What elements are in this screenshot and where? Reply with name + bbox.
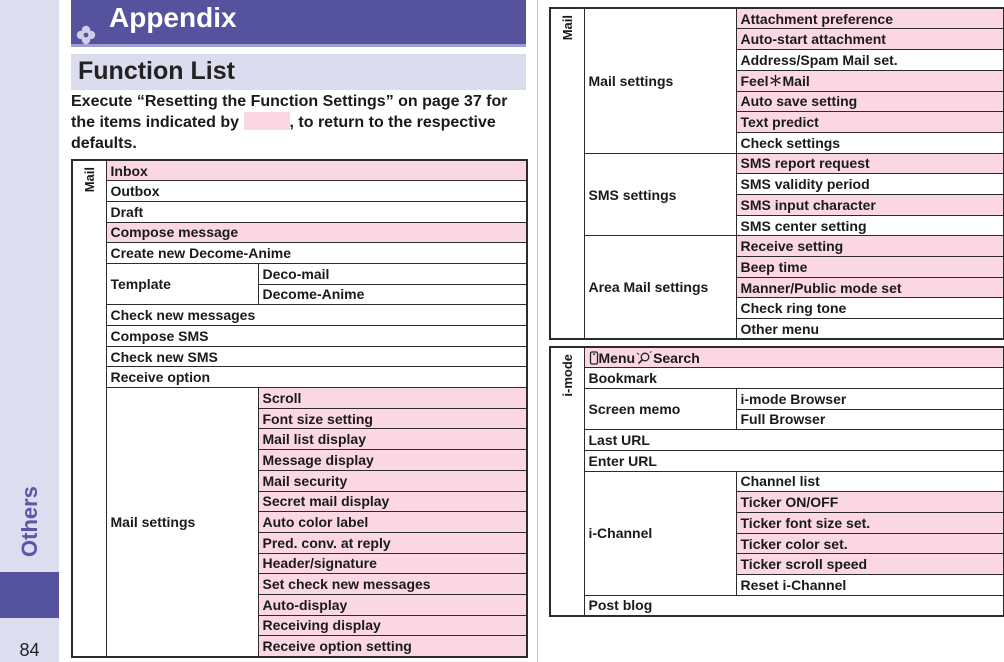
table-row bbox=[72, 160, 527, 181]
item-channel-list: Channel list bbox=[736, 471, 1004, 492]
item-post-blog: Post blog bbox=[584, 595, 1004, 616]
table-row bbox=[72, 305, 527, 326]
item-receiving-display: Receiving display bbox=[258, 615, 527, 636]
item-manner-public-mode-set: Manner/Public mode set bbox=[736, 277, 1004, 298]
section-label-imode: i-mode bbox=[550, 347, 584, 616]
table-row bbox=[72, 263, 527, 284]
item-receive-option-setting: Receive option setting bbox=[258, 636, 527, 657]
group-screen-memo: Screen memo bbox=[584, 388, 736, 429]
imode-function-table bbox=[549, 346, 1004, 617]
table-row bbox=[72, 181, 527, 202]
group-template: Template bbox=[106, 263, 258, 304]
function-list-title: Function List bbox=[78, 57, 235, 85]
mail-function-table-right bbox=[549, 7, 1004, 340]
table-row bbox=[550, 430, 1004, 451]
group-mail-settings: Mail settings bbox=[584, 8, 736, 153]
table-row bbox=[550, 388, 1004, 409]
item-beep-time: Beep time bbox=[736, 257, 1004, 278]
table-row bbox=[550, 153, 1004, 174]
item-check-ring-tone: Check ring tone bbox=[736, 298, 1004, 319]
table-row bbox=[72, 367, 527, 388]
flower-icon bbox=[75, 24, 97, 46]
item-auto-display: Auto-display bbox=[258, 594, 527, 615]
intro-part-2: , to return to the respective defaults. bbox=[71, 114, 496, 152]
item-check-new-messages: Check new messages bbox=[106, 305, 527, 326]
item-text-predict: Text predict bbox=[736, 112, 1004, 133]
table-row bbox=[72, 243, 527, 264]
item-last-url: Last URL bbox=[584, 430, 1004, 451]
item-check-settings: Check settings bbox=[736, 132, 1004, 153]
group-sms-settings: SMS settings bbox=[584, 153, 736, 236]
item-compose-message: Compose message bbox=[106, 222, 527, 243]
item-full-browser: Full Browser bbox=[736, 409, 1004, 430]
item-menu-search: Menu Search bbox=[584, 347, 1004, 368]
item-pred-conv-at-reply: Pred. conv. at reply bbox=[258, 532, 527, 553]
item-auto-color-label: Auto color label bbox=[258, 512, 527, 533]
item-receive-option: Receive option bbox=[106, 367, 527, 388]
item-scroll: Scroll bbox=[258, 388, 527, 409]
group-mail-settings: Mail settings bbox=[106, 388, 258, 657]
table-row bbox=[550, 368, 1004, 389]
table-row bbox=[550, 347, 1004, 368]
table-row bbox=[72, 201, 527, 222]
table-row bbox=[550, 595, 1004, 616]
item-auto-save-setting: Auto save setting bbox=[736, 91, 1004, 112]
item-compose-sms: Compose SMS bbox=[106, 326, 527, 347]
group-ichannel: i-Channel bbox=[584, 471, 736, 595]
sidebar-strip bbox=[0, 0, 59, 662]
table-row bbox=[550, 471, 1004, 492]
table-row bbox=[72, 388, 527, 409]
item-receive-setting: Receive setting bbox=[736, 236, 1004, 257]
function-list-header bbox=[71, 54, 526, 90]
item-message-display: Message display bbox=[258, 450, 527, 471]
item-inbox: Inbox bbox=[106, 160, 527, 181]
item-check-new-sms: Check new SMS bbox=[106, 346, 527, 367]
column-divider bbox=[537, 0, 538, 662]
item-set-check-new-messages: Set check new messages bbox=[258, 574, 527, 595]
item-ticker-font-size: Ticker font size set. bbox=[736, 513, 1004, 534]
item-secret-mail-display: Secret mail display bbox=[258, 491, 527, 512]
section-label-mail: Mail bbox=[72, 160, 106, 657]
intro-text bbox=[71, 91, 526, 154]
appendix-header bbox=[71, 0, 526, 47]
item-ticker-scroll-speed: Ticker scroll speed bbox=[736, 554, 1004, 575]
item-ticker-color: Ticker color set. bbox=[736, 533, 1004, 554]
table-row bbox=[72, 222, 527, 243]
item-sms-validity-period: SMS validity period bbox=[736, 174, 1004, 195]
item-imode-browser: i-mode Browser bbox=[736, 388, 1004, 409]
highlight-swatch bbox=[244, 112, 290, 130]
item-sms-report-request: SMS report request bbox=[736, 153, 1004, 174]
item-attachment-preference: Attachment preference bbox=[736, 8, 1004, 29]
item-reset-ichannel: Reset i-Channel bbox=[736, 575, 1004, 596]
item-font-size-setting: Font size setting bbox=[258, 408, 527, 429]
item-mail-security: Mail security bbox=[258, 470, 527, 491]
page-number: 84 bbox=[19, 640, 40, 660]
section-tab-label: Others bbox=[17, 486, 42, 558]
item-enter-url: Enter URL bbox=[584, 450, 1004, 471]
search-icon bbox=[635, 351, 653, 365]
table-row bbox=[550, 8, 1004, 29]
item-sms-center-setting: SMS center setting bbox=[736, 215, 1004, 236]
item-mail-list-display: Mail list display bbox=[258, 429, 527, 450]
section-label-mail: Mail bbox=[550, 8, 584, 339]
section-tab-block bbox=[0, 572, 59, 618]
item-auto-start-attachment: Auto-start attachment bbox=[736, 29, 1004, 50]
item-sms-input-character: SMS input character bbox=[736, 195, 1004, 216]
group-area-mail-settings: Area Mail settings bbox=[584, 236, 736, 339]
item-feel-mail: Feel＊Mail bbox=[736, 70, 1004, 91]
item-address-spam-mail-set: Address/Spam Mail set. bbox=[736, 49, 1004, 70]
item-draft: Draft bbox=[106, 201, 527, 222]
item-deco-mail: Deco-mail bbox=[258, 263, 527, 284]
item-other-menu: Other menu bbox=[736, 319, 1004, 340]
table-row bbox=[72, 346, 527, 367]
imode-menu-icon bbox=[589, 351, 599, 365]
item-outbox: Outbox bbox=[106, 181, 527, 202]
table-row bbox=[550, 236, 1004, 257]
intro-part-1: Execute “Resetting the Function Settings” on page 37 for the items indicated by bbox=[71, 93, 508, 131]
item-ticker-on-off: Ticker ON/OFF bbox=[736, 492, 1004, 513]
item-create-decome: Create new Decome-Anime bbox=[106, 243, 527, 264]
mail-function-table-left bbox=[71, 159, 528, 658]
table-row bbox=[72, 326, 527, 347]
item-header-signature: Header/signature bbox=[258, 553, 527, 574]
appendix-title: Appendix bbox=[109, 2, 237, 33]
item-bookmark: Bookmark bbox=[584, 368, 1004, 389]
item-decome-anime: Decome-Anime bbox=[258, 284, 527, 305]
table-row bbox=[550, 450, 1004, 471]
